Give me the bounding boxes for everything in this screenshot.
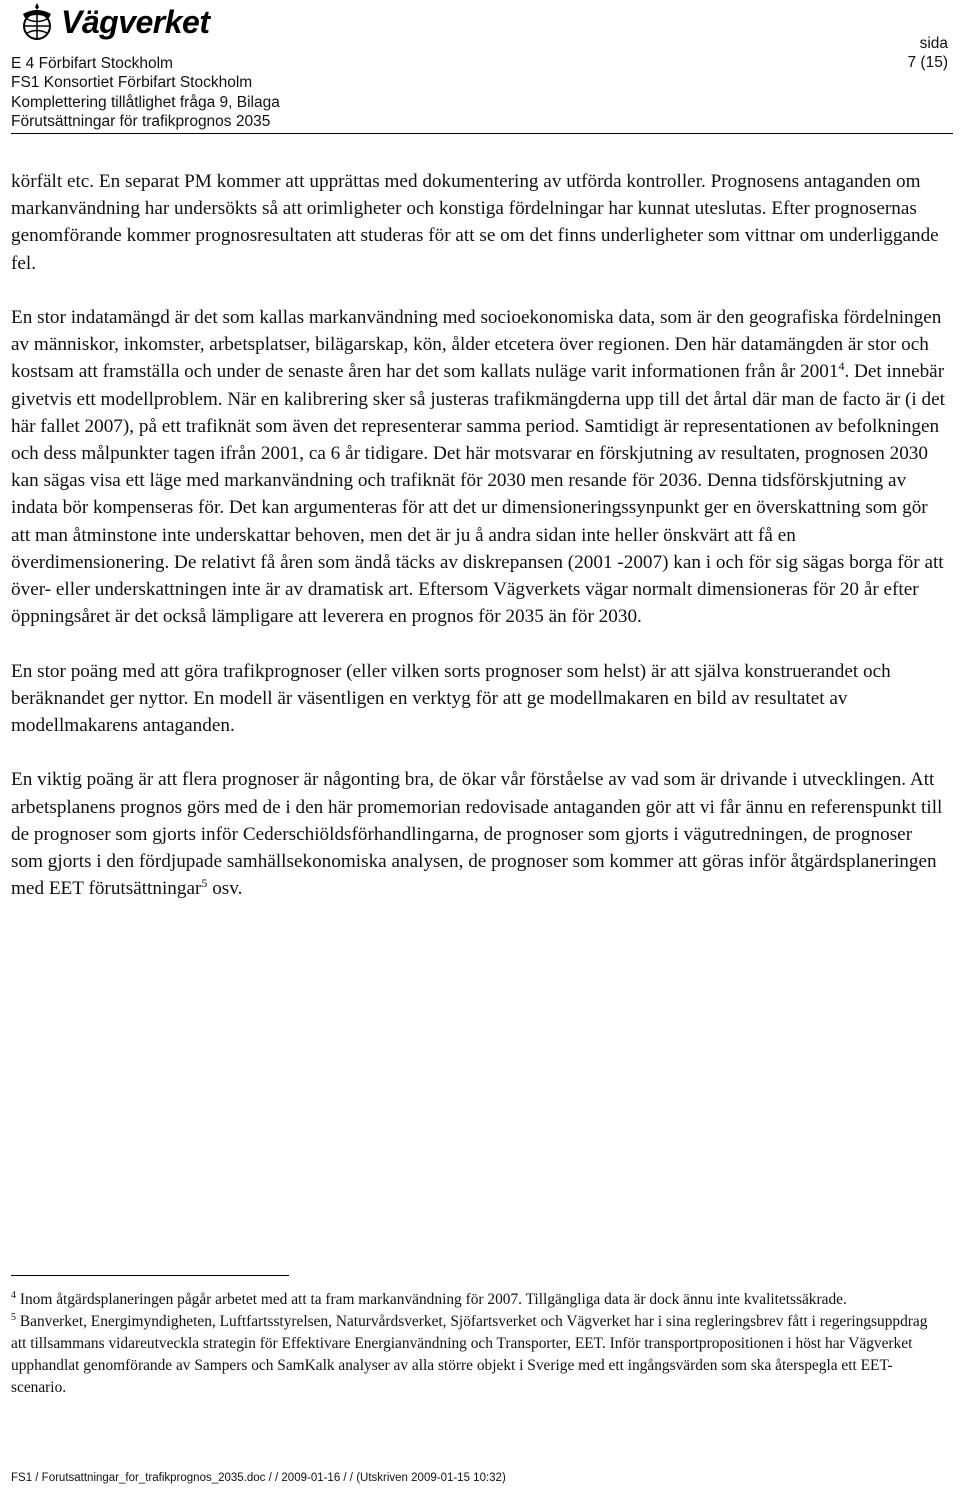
page-header — [11, 0, 956, 134]
footnote: $^4$ Inom åtgärdsplaneringen pågår arbetet med att ta fram markanvändning för 2007. Tillgängliga data är dock ännu inte kvalitetssäkrade. — [11, 1290, 847, 1308]
paragraph: En stor poäng med att göra trafikprognoser (eller vilken sorts prognoser som helst) är att själva konstruerandet och beräknandet ger nyttor. En modell är väsentligen en verktyg för att ge modellmakaren en bild av resultatet av modellmakarens antaganden. — [11, 660, 891, 737]
header-line: Förutsättningar för trafikprognos 2035 — [11, 112, 271, 130]
paragraph: körfält etc. En separat PM kommer att upprättas med dokumentering av utförda kontroller. Prognosens antaganden om markanvändning har undersökts så att orimligheter och konstiga fördelningar har kunnat uteslutas. Efter prognosernas genomförande kommer prognosresultaten att studeras för att se om det finns underligheter som vittnar om underliggande fel. — [11, 171, 939, 274]
header-divider — [11, 133, 953, 134]
footnote-number: 5 — [11, 1312, 16, 1323]
page-label: sida — [919, 35, 948, 52]
footnote: $^5$ Banverket, Energimyndigheten, Luftfartsstyrelsen, Naturvårdsverket, Sjöfartsverket och Vägverket har i sina regleringsbrev fått i regeringsuppdrag att tillsammans vidareutveckla strategin för Effektivare Energianvändning och Transporter, EET. Inför transportpropositionen i höst har Vägverket upphandlat genomförande av Sampers och SamKalk analyser av alla större objekt i Sverige med ett ingångsvärden som ska återspegla ett EET-scenario. — [11, 1312, 928, 1396]
header-info — [11, 54, 280, 131]
footnote-ref[interactable]: 4 — [838, 359, 845, 374]
document-body — [11, 168, 946, 930]
footnote-number: 4 — [11, 1290, 16, 1301]
vagverket-logo — [11, 0, 231, 46]
footnote-ref[interactable]: 5 — [201, 876, 208, 891]
paragraph: En stor indatamängd är det som kallas markanvändning med socioekonomiska data, som är den geografiska fördelningen av människor, inkomster, arbetsplatser, bilägarskap, kön, ålder etcetera över regionen. Den här datamängden är stor och kostsam att framställa och under de senaste åren har det som kallats nuläge varit informationen från år 2001$^4$. Det innebär givetvis ett modellproblem. När en kalibrering sker så justeras trafikmängderna upp till det årtal där man de facto är (i det här fallet 2007), på ett trafiknät som även det representerar samma period. Samtidigt är representationen av befolkningen och dess målpunkter tagen ifrån 2001, ca 6 år tidigare. Det här motsvarar en förskjutning av resultaten, prognosen 2030 kan sägas visa ett läge med markanvändning och trafiknät för 2030 men resande för 2036. Denna tidsförskjutning av indata bör kompenseras för. Det kan argumenteras för att det ur dimensioneringssynpunkt ger en överskattning som gör att man åtminstone inte underskattar behoven, men det är ju å andra sidan inte heller önskvärt att få en överdimensionering. De relativt få åren som ändå täcks av diskrepansen (2001 -2007) kan i och för sig sägas borga för att över- eller underskattningen inte är av dramatisk art. Eftersom Vägverkets vägar normalt dimensioneras för 20 år efter öppningsåret är det också lämpligare att leverera en prognos för 2035 än för 2030. — [11, 307, 945, 628]
header-line: E 4 Förbifart Stockholm — [11, 55, 173, 72]
header-line: Komplettering tillåtlighet fråga 9, Bilaga — [11, 93, 280, 111]
brand-name: Vägverket — [61, 4, 210, 40]
paragraph: En viktig poäng är att flera prognoser är någonting bra, de ökar vår förståelse av vad som är drivande i utvecklingen. Att arbetsplanens prognos görs med de i den här promemorian redovisade antaganden gör att vi får ännu en referenspunkt till de prognoser som gjorts inför Cederschiöldsförhandlingarna, de prognoser som gjorts i vägutredningen, de prognoser som gjorts i den fördjupade samhällsekonomiska analysen, de prognoser som kommer att göras inför åtgärdsplaneringen med EET förutsättningar$^5$ osv. — [11, 769, 943, 900]
crown-emblem-icon — [13, 0, 61, 48]
page-indicator — [908, 34, 949, 73]
footnotes — [11, 1289, 946, 1399]
footnote-divider — [11, 1275, 289, 1276]
page-number: 7 (15) — [907, 54, 948, 72]
page-footer: FS1 / Forutsattningar_for_trafikprognos_2035.doc / / 2009-01-16 / / (Utskriven 2009-01-15 10:32) — [11, 1472, 506, 1484]
header-line: FS1 Konsortiet Förbifart Stockholm — [11, 74, 253, 92]
